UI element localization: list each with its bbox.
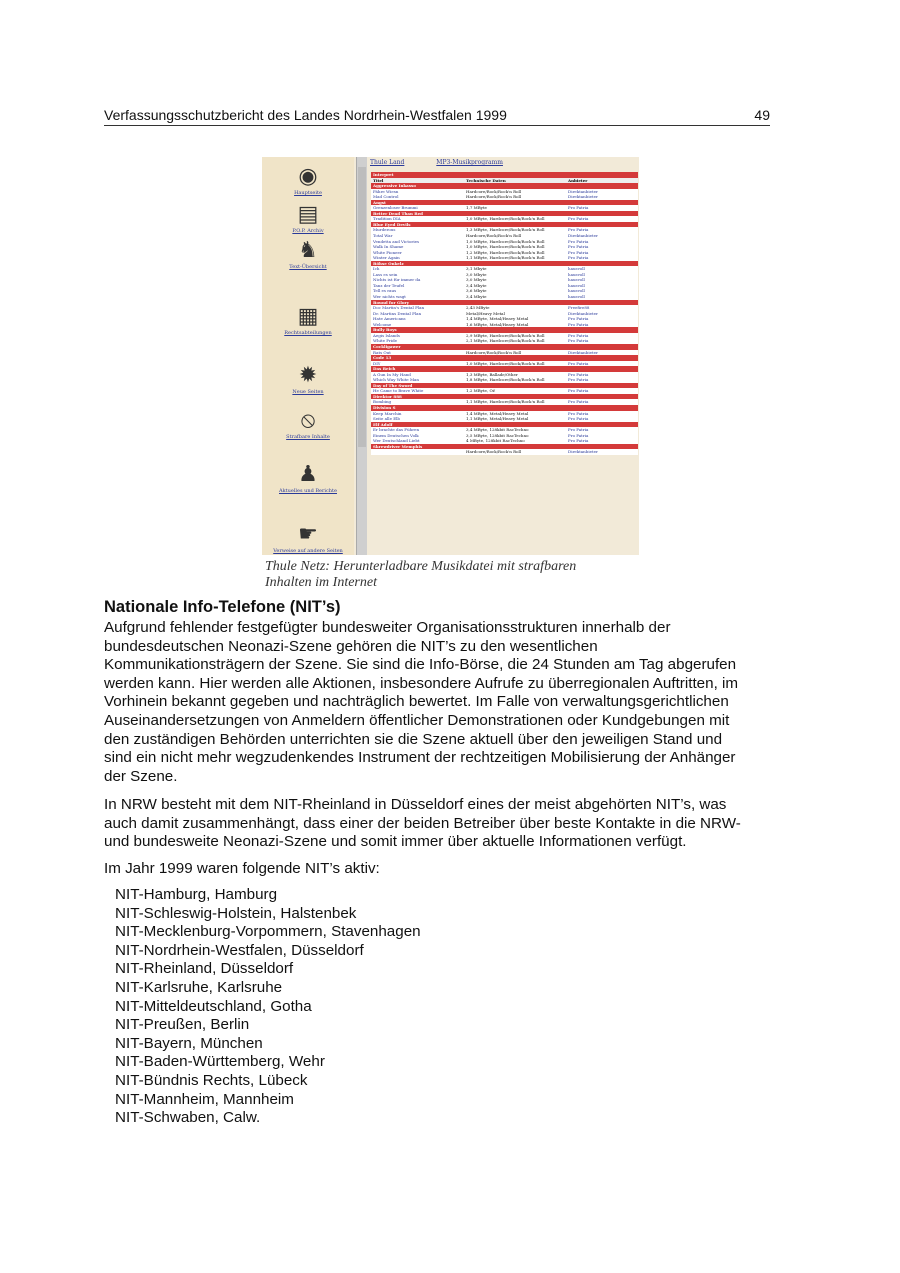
- table-cell: Anbieter: [568, 177, 588, 183]
- table-cell: 3,0 Mbyte: [466, 277, 487, 283]
- list-item: NIT-Mannheim, Mannheim: [115, 1090, 294, 1108]
- nav-label: Neue Seiten: [292, 389, 324, 395]
- table-cell: 1,0 MByte, Hardcore/Rock/Rock'n Roll: [466, 238, 545, 244]
- figure-caption: [265, 559, 605, 591]
- table-cell: Mad Control: [373, 194, 399, 200]
- paragraph-1: [104, 619, 794, 786]
- table-cell: Better Dead Than Red: [373, 210, 423, 216]
- table-cell: 3,5 MByte, 128kbit RacTechno: [466, 432, 529, 438]
- text-line: werden kann. Hier werden alle Aktionen, insbesondere Aufrufe zu überregionalen Auftritten, im: [104, 674, 739, 692]
- nav-label: P.O.P. Archiv: [292, 228, 324, 234]
- table-cell: 1,2 MByte, Oi!: [466, 388, 496, 394]
- paragraph-3: Im Jahr 1999 waren folgende NIT’s aktiv:: [104, 860, 380, 877]
- sidebar-nav-item: [268, 407, 348, 440]
- table-cell: Direktanbieter: [568, 349, 598, 355]
- table-cell: Pro Patria: [568, 432, 589, 438]
- table-cell: 3,4 MByte, 128kbit RacTechno: [466, 427, 529, 433]
- text-line: In NRW besteht mit dem NIT-Rheinland in Düsseldorf eines der meist abgehörten NIT’s, was: [104, 796, 727, 813]
- text-line: der Szene.: [104, 767, 178, 785]
- table-cell: Ich: [373, 266, 380, 272]
- table-cell: Pro Patria: [568, 410, 589, 416]
- caption-line: Thule Netz: Herunterladbare Musikdatei mit strafbaren: [265, 559, 577, 574]
- list-item: NIT-Nordrhein-Westfalen, Düsseldorf: [115, 941, 364, 959]
- table-cell: Pro Patria: [568, 388, 589, 394]
- section-heading: Nationale Info-Telefone (NIT’s): [104, 598, 341, 616]
- figures-icon: ♟: [298, 461, 318, 486]
- report-title: Verfassungsschutzbericht des Landes Nordrhein-Westfalen 1999: [104, 107, 507, 123]
- text-line: den zuständigen Behörden unterrichten sie die Szene aktuell über den jeweiligen Stand und: [104, 730, 723, 748]
- nit-list: [115, 886, 421, 1128]
- table-cell: He Came to Brave White: [373, 388, 424, 394]
- table-row: [371, 449, 638, 455]
- table-cell: Pro Patria: [568, 427, 589, 433]
- table-cell: Hardcore/Rock/Rock'n Roll: [466, 188, 522, 194]
- table-cell: Hardcore/Rock/Rock'n Roll: [466, 449, 522, 455]
- table-cell: 1,1 MByte, Metal/Heavy Metal: [466, 416, 529, 422]
- table-cell: Pro Patria: [568, 216, 589, 222]
- table-cell: hausvoll: [568, 277, 585, 283]
- text-line: auch damit zusammenhängt, dass einer der beiden Betreiber über beste Kontakte in die NRW-: [104, 814, 741, 832]
- table-cell: Total War: [373, 233, 393, 239]
- table-cell: Nichts ist für immer da: [373, 277, 421, 283]
- nav-label: Aktuelles und Berichte: [279, 488, 337, 494]
- table-cell: Pro Patria: [568, 205, 589, 211]
- text-line: Auseinandersetzungen von Anmeldern öffentlicher Demonstrationen oder Kundgebungen mit: [104, 711, 730, 729]
- nav-label: Verweise auf andere Seiten: [273, 548, 343, 554]
- table-cell: Pro Patria: [568, 244, 589, 250]
- table-cell: 4 MByte, 128kbit RacTechno: [466, 438, 525, 444]
- table-cell: Direktanbieter: [568, 233, 598, 239]
- sidebar-nav-item: [268, 303, 348, 336]
- list-item: NIT-Mitteldeutschland, Gotha: [115, 997, 312, 1015]
- table-cell: 1,1 MByte, Hardcore/Rock/Rock'n Roll: [466, 255, 545, 261]
- list-item: NIT-Hamburg, Hamburg: [115, 886, 278, 903]
- table-cell: DIY: [373, 360, 381, 366]
- table-cell: Pro Patria: [568, 316, 589, 322]
- table-cell: Direktanbieter: [568, 449, 598, 455]
- table-cell: Which Way White Man: [373, 377, 420, 383]
- site-top-links: [370, 159, 638, 171]
- list-item: NIT-Preußen, Berlin: [115, 1016, 250, 1034]
- table-cell: Metal/Heavy Metal: [466, 310, 505, 316]
- nav-label: Strafbare Inhalte: [286, 434, 330, 440]
- pointer-icon: ☛: [298, 521, 318, 546]
- list-item: NIT-Rheinland, Düsseldorf: [115, 960, 294, 978]
- music-table: [371, 172, 638, 455]
- table-cell: A Gun In My Hand: [373, 371, 411, 377]
- nav-label: Hauptseite: [294, 190, 322, 196]
- table-cell: 2,43 MByte: [466, 305, 490, 311]
- list-item: NIT-Mecklenburg-Vorpommern, Stavenhagen: [115, 923, 421, 941]
- table-cell: Day of The Sword: [373, 382, 413, 388]
- table-cell: Division S: [373, 404, 396, 410]
- table-cell: Blue Eyed Devils: [373, 221, 411, 227]
- table-cell: Freefire88: [568, 305, 590, 311]
- site-sidebar: [262, 157, 354, 555]
- prohibition-icon: ⦸: [300, 407, 316, 432]
- table-cell: Böhse Onkelz: [373, 260, 404, 266]
- table-cell: Pro Patria: [568, 399, 589, 405]
- table-cell: Murderous: [373, 227, 396, 233]
- list-item: NIT-Bayern, München: [115, 1034, 263, 1052]
- table-cell: hausvoll: [568, 282, 585, 288]
- table-cell: 3,4 Mbyte: [466, 294, 487, 300]
- page-number: 49: [754, 107, 770, 123]
- table-cell: Pro Patria: [568, 360, 589, 366]
- table-cell: hausvoll: [568, 294, 585, 300]
- table-cell: Pro Patria: [568, 227, 589, 233]
- scrollbar: [356, 157, 367, 555]
- table-cell: Aggressive Inkasso: [373, 183, 416, 189]
- table-cell: 1,4 MByte, Metal/Heavy Metal: [466, 316, 529, 322]
- table-cell: Pro Patria: [568, 238, 589, 244]
- table-cell: 1,1 MByte, Hardcore/Rock/Rock'n Roll: [466, 399, 545, 405]
- table-cell: Pro Patria: [568, 416, 589, 422]
- table-cell: Direktanbieter: [568, 310, 598, 316]
- table-cell: Hardcore/Rock/Rock'n Roll: [466, 233, 522, 239]
- table-cell: Lass es sein: [373, 271, 398, 277]
- list-item: NIT-Schwaben, Calw.: [115, 1109, 261, 1127]
- compass-icon: ◉: [298, 163, 318, 188]
- table-cell: Skrewdriver Memphis: [373, 443, 423, 449]
- table-cell: 1,0 MByte, Hardcore/Rock/Rock'n Roll: [466, 360, 545, 366]
- table-cell: 3,6 Mbyte: [466, 288, 487, 294]
- table-cell: 2,9 MByte, Hardcore/Rock/Rock'n Roll: [466, 332, 545, 338]
- sidebar-nav-item: [268, 201, 348, 234]
- text-line: Vorhinein bekannt gegeben und nachträglich bewertet. Im Falle von verwaltungsgerichtlichen: [104, 693, 729, 711]
- sidebar-nav-item: [268, 163, 348, 196]
- table-cell: Elf Adolf: [373, 421, 393, 427]
- table-cell: Pro Patria: [568, 377, 589, 383]
- text-line: bundesdeutschen Neonazi-Szene gehören die NIT’s zu den wesentlichen: [104, 637, 598, 655]
- table-cell: Technische Daten: [466, 177, 506, 183]
- table-cell: 1,2 MByte, Hardcore/Rock/Rock'n Roll: [466, 249, 545, 255]
- table-cell: Pro Patria: [568, 438, 589, 444]
- table-cell: 1,0 MByte, Hardcore/Rock/Rock'n Roll: [466, 244, 545, 250]
- top-link: Thule Land: [370, 159, 405, 166]
- text-line: sind ein nicht mehr wegzudenkendes Instrument der rechtzeitigen Mobilisierung der Anhänger: [104, 749, 736, 767]
- table-cell: Doc Martin's Dental Plan: [373, 305, 425, 311]
- table-cell: Pro Patria: [568, 321, 589, 327]
- table-cell: Welcome: [373, 321, 392, 327]
- table-cell: Cockligawer: [373, 343, 401, 349]
- table-cell: Vendetta and Victories: [373, 238, 420, 244]
- text-line: Aufgrund fehlender festgefügter bundesweiter Organisationsstrukturen innerhalb der: [104, 619, 671, 636]
- table-cell: Er brachte das Führen: [373, 427, 420, 433]
- table-cell: hausvoll: [568, 288, 585, 294]
- sidebar-nav-item: [268, 237, 348, 270]
- website-screenshot: [262, 157, 639, 555]
- table-cell: 1,7 MByte: [466, 205, 487, 211]
- page-header: [104, 106, 770, 126]
- table-cell: 3,0 Mbyte: [466, 271, 487, 277]
- list-item: NIT-Baden-Württemberg, Wehr: [115, 1053, 325, 1071]
- table-cell: Aegis Islands: [373, 332, 400, 338]
- table-cell: White Pioneer: [373, 249, 402, 255]
- table-cell: Pro Patria: [568, 249, 589, 255]
- table-cell: hausvoll: [568, 266, 585, 272]
- document-icon: ▤: [297, 201, 319, 226]
- table-cell: Tradition DIA: [373, 216, 401, 222]
- paragraph-2: [104, 796, 794, 852]
- sidebar-nav-item: [268, 521, 348, 554]
- table-cell: 1,3 MByte, Hardcore/Rock/Rock'n Roll: [466, 227, 545, 233]
- list-item: NIT-Karlsruhe, Karlsruhe: [115, 978, 283, 996]
- table-cell: Bombing: [373, 399, 392, 405]
- table-cell: Dr. Martins Dental Plan: [373, 310, 422, 316]
- table-cell: Hate Americans: [373, 316, 406, 322]
- caption-line: Inhalten im Internet: [265, 575, 377, 590]
- table-cell: Grenzenloser Brummi: [373, 205, 418, 211]
- table-cell: 3,1 Mbyte: [466, 266, 487, 272]
- table-cell: Bound for Glory: [373, 299, 409, 305]
- table-cell: Pro Patria: [568, 255, 589, 261]
- table-cell: Seite alle Elb: [373, 416, 400, 422]
- table-cell: Wer Deutschland Liebt: [373, 438, 420, 444]
- table-cell: Bully Boys: [373, 327, 397, 333]
- table-cell: 2,1 MByte, Hardcore/Rock/Rock'n Roll: [466, 338, 545, 344]
- table-cell: Rats Out: [373, 349, 391, 355]
- table-cell: 1,4 MByte, Metal/Heavy Metal: [466, 410, 529, 416]
- table-cell: Winter Again: [373, 255, 400, 261]
- table-cell: Angst: [373, 199, 386, 205]
- table-cell: Code 13: [373, 355, 392, 361]
- table-cell: Einem Deutschen Volk: [373, 432, 419, 438]
- table-cell: Direktanbieter: [568, 194, 598, 200]
- figure-icon: ♞: [298, 237, 318, 262]
- table-cell: Pro Patria: [568, 332, 589, 338]
- table-cell: Pro Patria: [568, 338, 589, 344]
- table-cell: Direktanbieter: [568, 188, 598, 194]
- nav-label: Text-Übersicht: [289, 264, 327, 270]
- table-cell: Hardcore/Rock/Rock'n Roll: [466, 194, 522, 200]
- list-item: NIT-Schleswig-Holstein, Halstenbek: [115, 904, 357, 922]
- sidebar-nav-item: [268, 461, 348, 494]
- table-cell: 1,8 MByte, Hardcore/Rock/Rock'n Roll: [466, 377, 545, 383]
- top-link: MP3-Musikprogramm: [436, 159, 503, 166]
- sidebar-nav-item: [268, 362, 348, 395]
- table-cell: 1,0 MByte, Hardcore/Rock/Rock'n Roll: [466, 216, 545, 222]
- table-cell: Tell es raus: [373, 288, 397, 294]
- table-cell: 1,6 MByte, Metal/Heavy Metal: [466, 321, 529, 327]
- table-cell: hausvoll: [568, 271, 585, 277]
- table-cell: Wer nichts wagt: [373, 294, 406, 300]
- table-cell: Keep Marchin: [373, 410, 402, 416]
- table-cell: Direktor 888: [373, 393, 402, 399]
- table-cell: Fähre Wiesn: [373, 188, 399, 194]
- table-cell: Hardcore/Rock/Rock'n Roll: [466, 349, 522, 355]
- table-cell: Interpret: [373, 172, 394, 177]
- table-cell: 1,3 MByte, Ballade/Other: [466, 371, 518, 377]
- grid-icon: ▦: [297, 303, 319, 328]
- table-cell: 3,4 Mbyte: [466, 282, 487, 288]
- text-line: Kommunikationsträgern der Szene. Sie sind die Info-Börse, die 24 Stunden am Tag abgerufen: [104, 656, 737, 674]
- list-item: NIT-Bündnis Rechts, Lübeck: [115, 1071, 308, 1089]
- table-cell: Das Reich: [373, 366, 396, 372]
- table-cell: White Pride: [373, 338, 398, 344]
- scrollbar-thumb: [358, 167, 366, 447]
- table-cell: Walk In Shame: [373, 244, 404, 250]
- table-cell: Tanz der Teufel: [373, 282, 405, 288]
- starburst-icon: ✹: [298, 362, 318, 387]
- text-line: und bundesweite Neonazi-Szene und somit immer über aktuelle Informationen verfügt.: [104, 833, 687, 851]
- nav-label: Rechtsabteilungen: [284, 330, 332, 336]
- table-cell: Pro Patria: [568, 371, 589, 377]
- table-cell: Titel: [373, 177, 384, 183]
